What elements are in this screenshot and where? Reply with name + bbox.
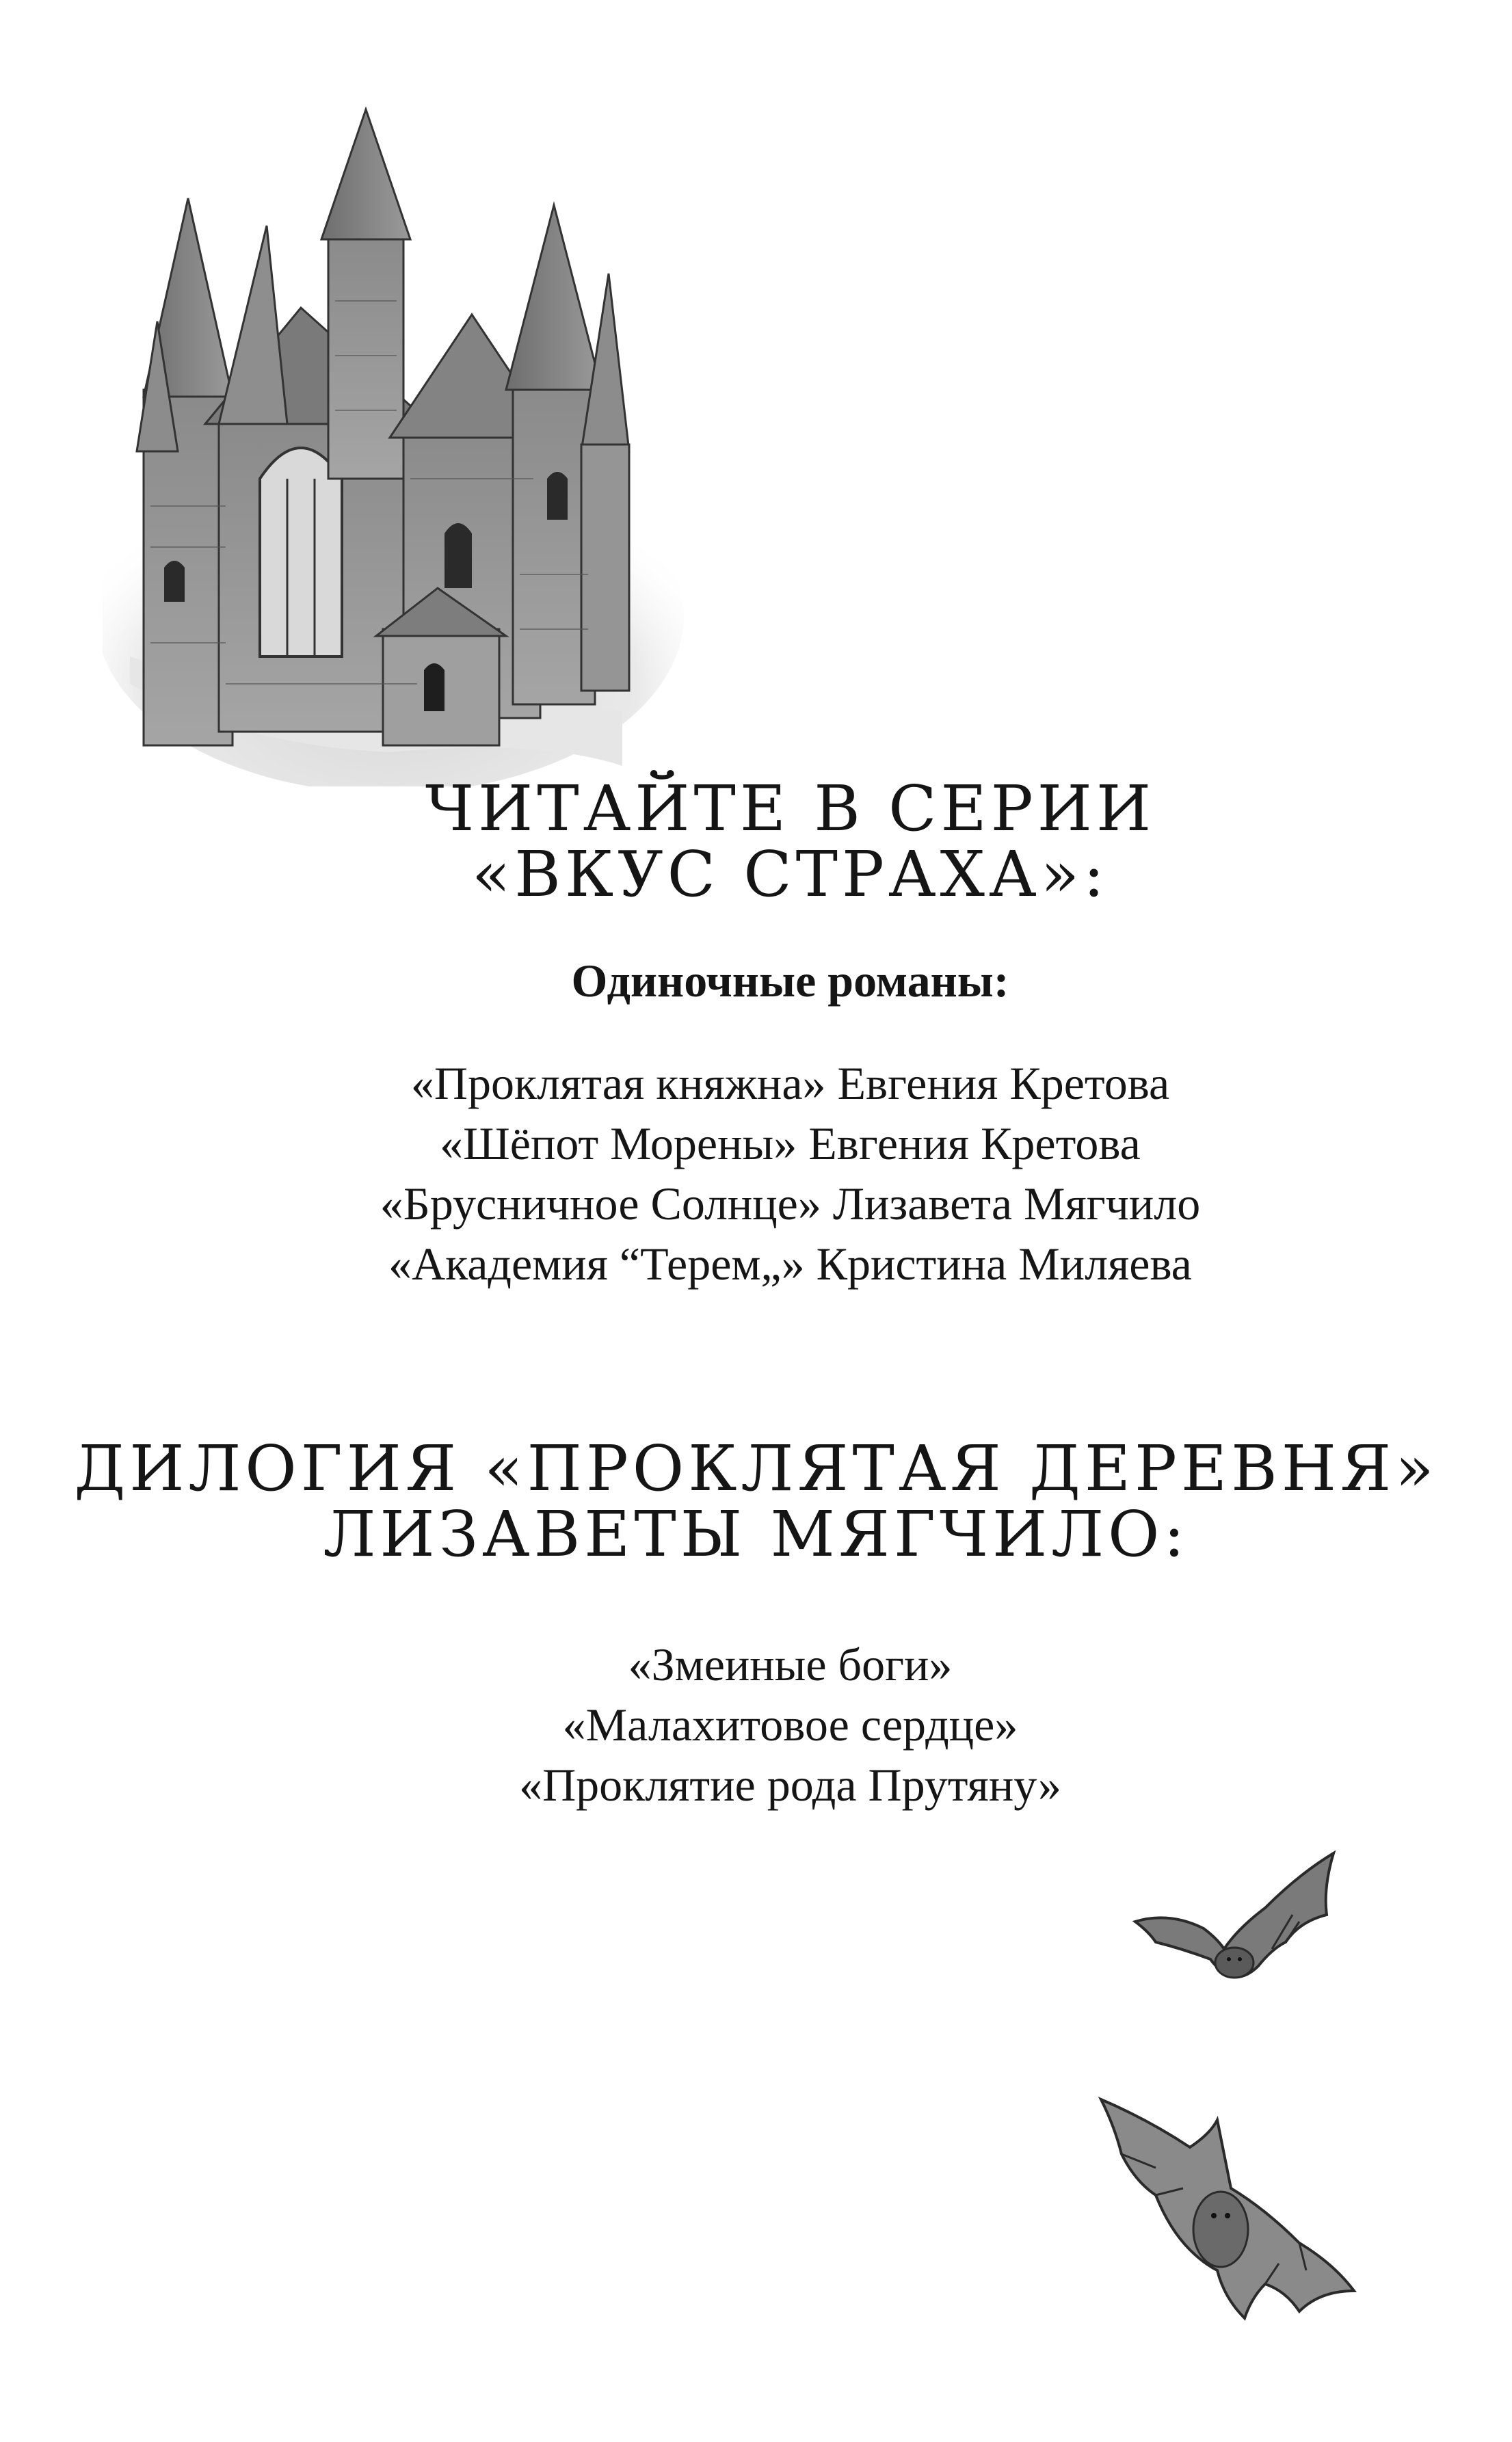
- bat-icon: [1128, 1846, 1354, 2010]
- dilogy-heading: [0, 1432, 1512, 1571]
- castle-illustration: [103, 96, 684, 786]
- series-heading-line-1: ЧИТАЙТЕ В СЕРИИ: [425, 772, 1156, 845]
- dilogy-heading-line-2: ЛИЗАВЕТЫ МЯГЧИЛО:: [323, 1498, 1189, 1571]
- dilogy-books-list: [205, 1634, 1375, 1815]
- list-item: «Проклятая княжна» Евгения Кретова: [410, 1057, 1170, 1109]
- list-item: «Шёпот Морены» Евгения Кретова: [440, 1117, 1141, 1169]
- series-heading-line-2: «ВКУС СТРАХА»:: [471, 838, 1109, 911]
- list-item: «Проклятие рода Прутяну»: [519, 1759, 1061, 1811]
- standalone-novels-subheading: Одиночные романы:: [571, 955, 1009, 1007]
- list-item: «Академия “Терем„» Кристина Миляева: [388, 1238, 1192, 1290]
- list-item: «Малахитовое сердце»: [562, 1699, 1018, 1751]
- bat-icon: [1094, 2093, 1361, 2339]
- standalone-novels-list: [205, 1053, 1375, 1294]
- dilogy-heading-line-1: ДИЛОГИЯ «ПРОКЛЯТАЯ ДЕРЕВНЯ»: [74, 1432, 1438, 1505]
- list-item: «Змеиные боги»: [628, 1638, 953, 1690]
- series-heading: [205, 772, 1375, 911]
- list-item: «Брусничное Солнце» Лизавета Мягчило: [380, 1178, 1201, 1230]
